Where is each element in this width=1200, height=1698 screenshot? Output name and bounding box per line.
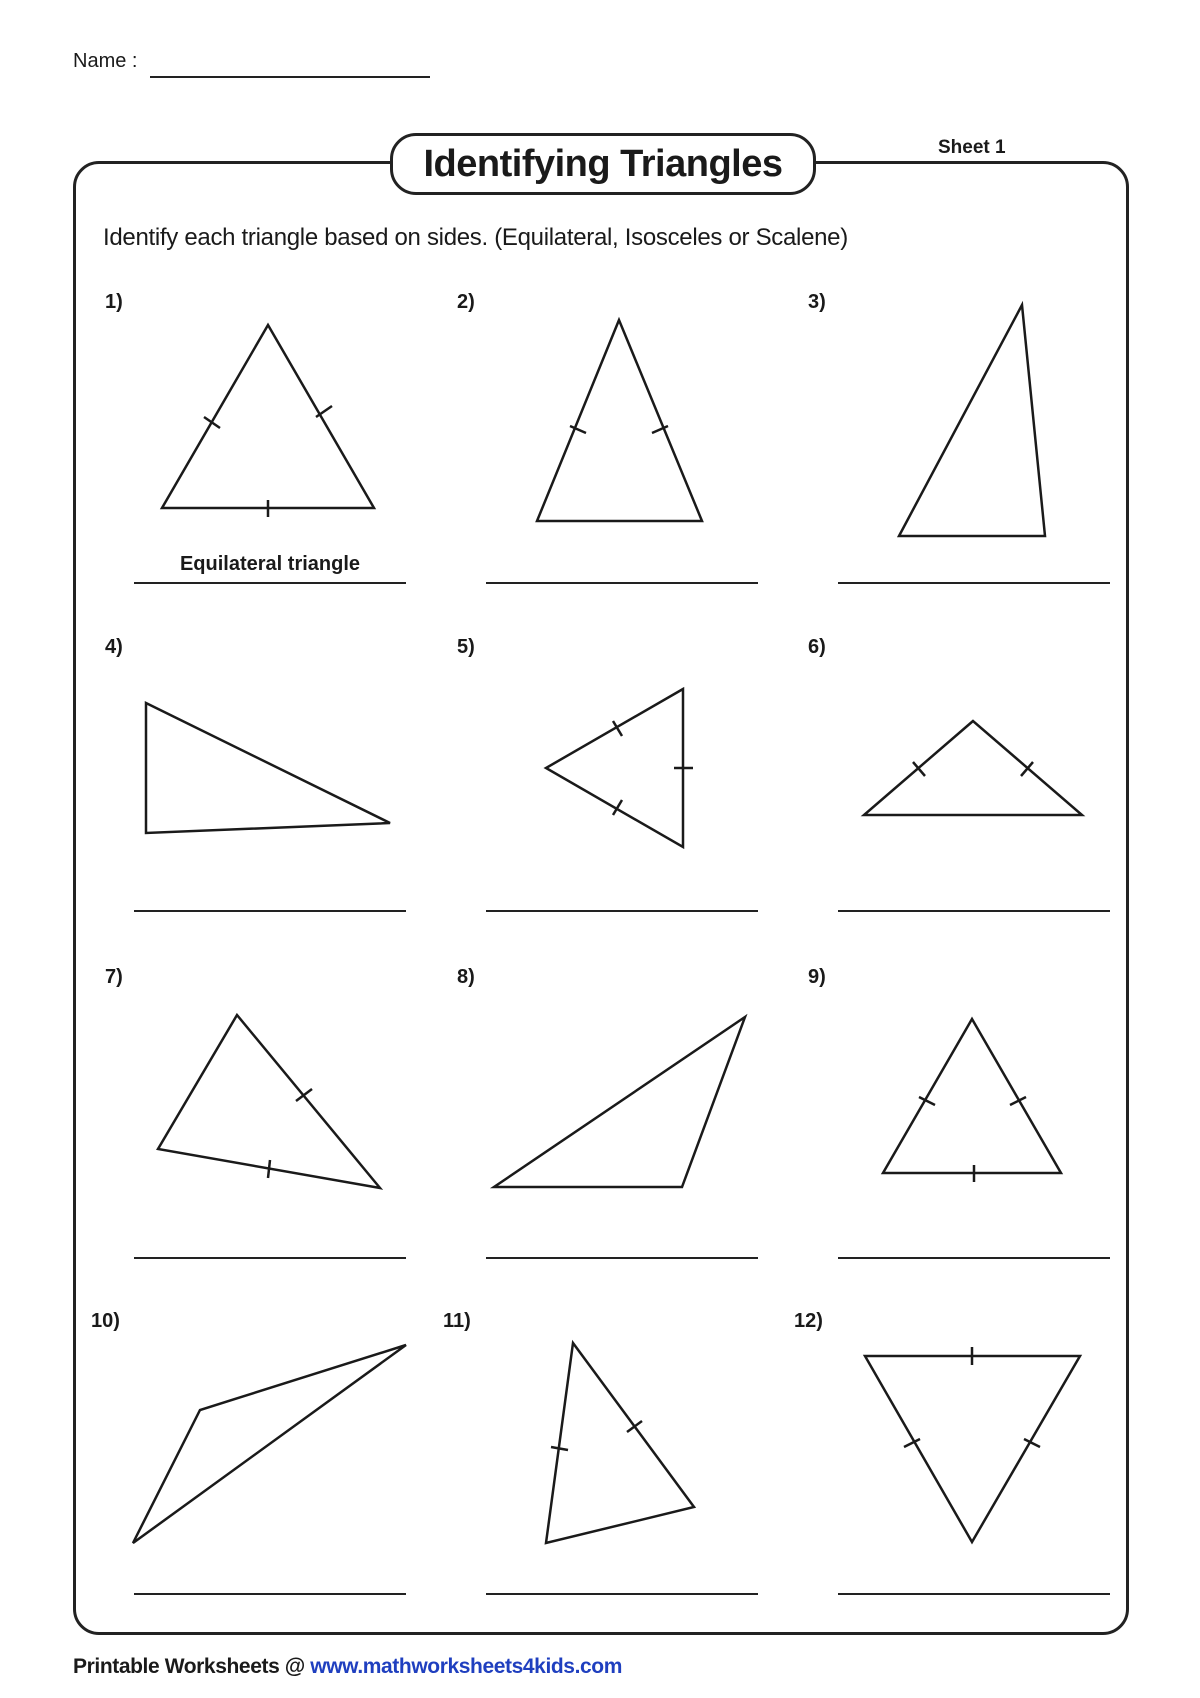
answer-line-11[interactable] (486, 1593, 758, 1595)
name-label: Name : (73, 50, 138, 72)
footer-link[interactable]: www.mathworksheets4kids.com (310, 1655, 622, 1678)
triangle-10 (133, 1345, 406, 1543)
triangle-8 (494, 1017, 745, 1187)
problem-number-12: 12) (794, 1310, 823, 1332)
problem-number-1: 1) (105, 291, 123, 313)
answer-line-2[interactable] (486, 582, 758, 584)
tick-mark (627, 1421, 642, 1432)
answer-line-10[interactable] (134, 1593, 406, 1595)
triangle-3 (899, 305, 1045, 536)
problem-number-11: 11) (443, 1310, 471, 1332)
triangle-4 (146, 703, 390, 833)
answer-line-7[interactable] (134, 1257, 406, 1259)
problem-number-8: 8) (457, 966, 475, 988)
problem-number-2: 2) (457, 291, 475, 313)
answer-line-1[interactable] (134, 582, 406, 584)
triangle-1 (162, 325, 374, 508)
instructions: Identify each triangle based on sides. (Equilateral, Isosceles or Scalene) (103, 224, 848, 251)
tick-mark (268, 1160, 270, 1178)
answer-line-3[interactable] (838, 582, 1110, 584)
answer-line-8[interactable] (486, 1257, 758, 1259)
page-title: Identifying Triangles (390, 133, 816, 195)
problem-number-3: 3) (808, 291, 826, 313)
triangle-12 (865, 1356, 1080, 1542)
footer-prefix: Printable Worksheets @ (73, 1655, 311, 1678)
sheet-label: Sheet 1 (938, 137, 1006, 158)
problem-number-10: 10) (91, 1310, 120, 1332)
triangle-2 (537, 320, 702, 521)
triangle-9 (883, 1019, 1061, 1173)
tick-mark (204, 417, 220, 428)
answer-line-5[interactable] (486, 910, 758, 912)
footer (73, 1655, 622, 1679)
triangle-11 (546, 1343, 694, 1543)
answer-line-12[interactable] (838, 1593, 1110, 1595)
problem-number-6: 6) (808, 636, 826, 658)
problem-number-7: 7) (105, 966, 123, 988)
sample-answer: Equilateral triangle (179, 553, 361, 575)
triangle-5 (546, 689, 683, 847)
triangle-6 (864, 721, 1082, 815)
problem-number-5: 5) (457, 636, 475, 658)
problem-number-9: 9) (808, 966, 826, 988)
problem-number-4: 4) (105, 636, 123, 658)
answer-line-6[interactable] (838, 910, 1110, 912)
tick-mark (551, 1447, 568, 1450)
answer-line-9[interactable] (838, 1257, 1110, 1259)
answer-line-4[interactable] (134, 910, 406, 912)
